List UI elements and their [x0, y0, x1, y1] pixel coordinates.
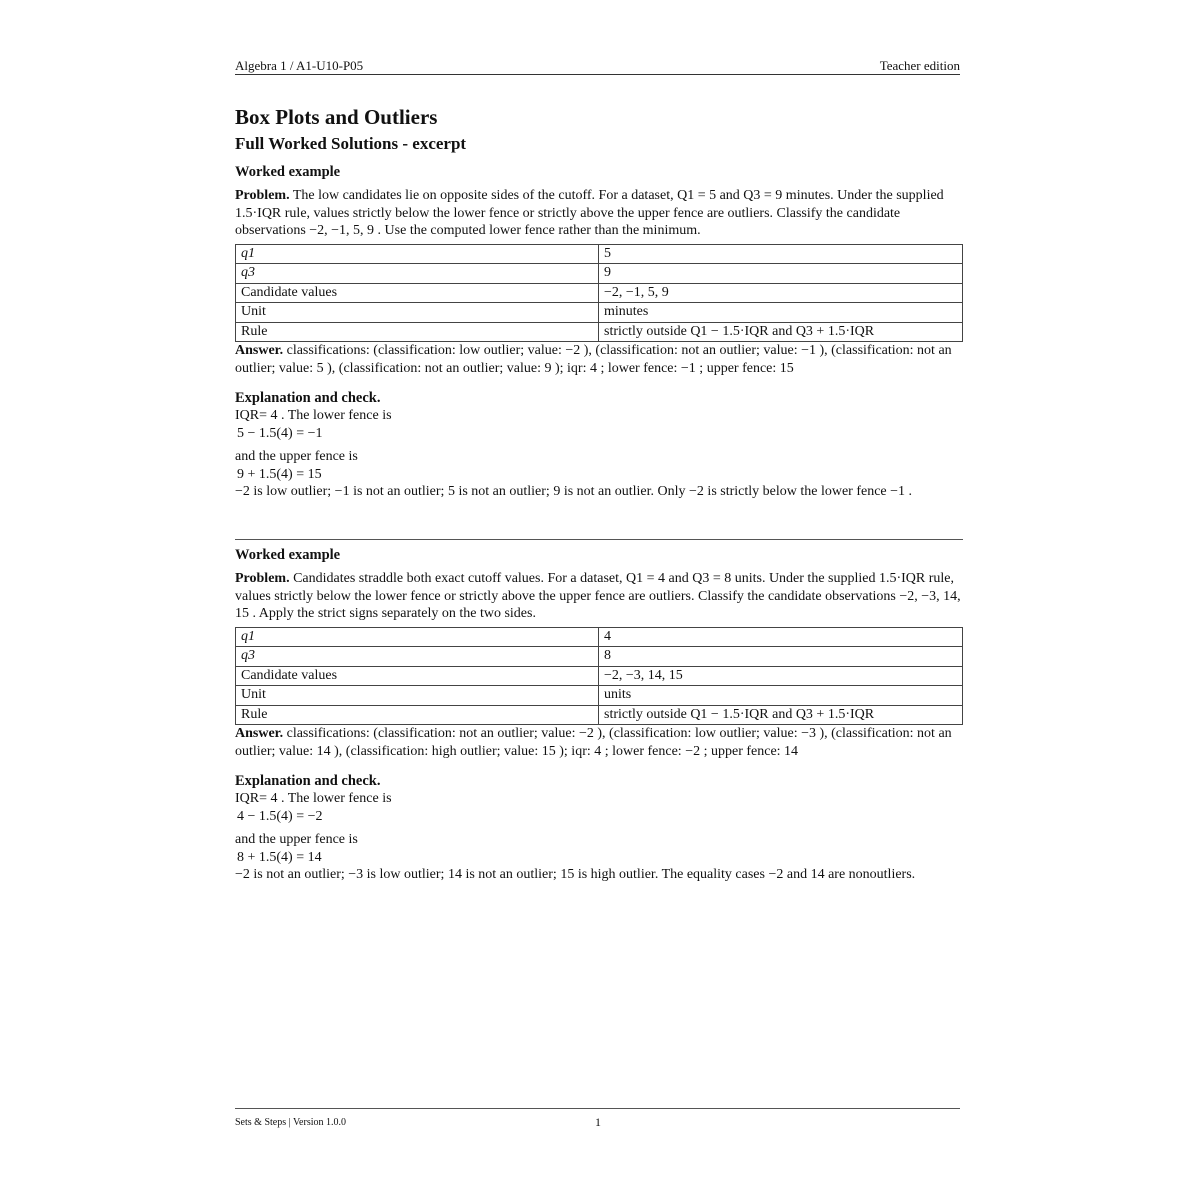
explanation-heading: Explanation and check.	[235, 390, 381, 406]
table-row	[236, 322, 963, 342]
worked-example-2	[235, 546, 965, 884]
table-value: minutes	[599, 303, 963, 323]
table-row	[236, 244, 963, 264]
explanation-heading: Explanation and check.	[235, 773, 381, 789]
header-edition-label: Teacher edition	[879, 58, 960, 73]
table-key: q1	[236, 244, 599, 264]
table-key: Candidate values	[236, 283, 599, 303]
answer-text: classifications: (classification: low outlier; value: −2 ), (classification: not an outlier; value: −1 ), (classification: not an outlier; value: 5 ), (classification: not an outlier; value: 9 ); iqr: 4 ; lower fence: −1 ; upper fence: 15	[235, 343, 952, 376]
page-number: 1	[595, 1115, 601, 1129]
table-row	[236, 705, 963, 725]
example-heading: Worked example	[235, 164, 341, 180]
table-key: Candidate values	[236, 666, 599, 686]
problem-label: Problem.	[235, 571, 290, 586]
table-row	[236, 647, 963, 667]
table-row	[236, 264, 963, 284]
section-divider	[235, 539, 963, 540]
table-key: Unit	[236, 303, 599, 323]
table-value: 8	[599, 647, 963, 667]
upper-fence-equation: 9 + 1.5(4) = 15	[237, 466, 322, 482]
header-course-label: Algebra 1 / A1-U10-P05	[235, 58, 364, 73]
upper-fence-intro: and the upper fence is	[235, 449, 358, 464]
table-value: strictly outside Q1 − 1.5·IQR and Q3 + 1.5·IQR	[599, 705, 963, 725]
table-row	[236, 627, 963, 647]
lower-fence-equation: 5 − 1.5(4) = −1	[237, 425, 323, 441]
problem-text: The low candidates lie on opposite sides of the cutoff. For a dataset, Q1 = 5 and Q3 = 9 minutes. Under the supplied 1.5·IQR rule, values strictly below the lower fence or strictly above the upper fence are outliers. Classify the candidate observations −2, −1, 5, 9 . Use the computed lower fence rather than the minimum.	[235, 188, 944, 238]
table-value: units	[599, 686, 963, 706]
footer-version-label: Sets & Steps | Version 1.0.0	[235, 1117, 346, 1128]
given-values-table	[235, 244, 963, 343]
iqr-line: IQR= 4 . The lower fence is	[235, 791, 392, 806]
table-value: −2, −3, 14, 15	[599, 666, 963, 686]
page-footer	[235, 1108, 960, 1129]
example-heading: Worked example	[235, 547, 341, 563]
problem-label: Problem.	[235, 188, 290, 203]
answer-text: classifications: (classification: not an outlier; value: −2 ), (classification: low outlier; value: −3 ), (classification: not an outlier; value: 14 ), (classification: high outlier; value: 15 ); iqr: 4 ; lower fence: −2 ; upper fence: 14	[235, 726, 952, 759]
table-key: q3	[236, 647, 599, 667]
upper-fence-equation: 8 + 1.5(4) = 14	[237, 849, 322, 865]
answer-paragraph	[235, 725, 965, 760]
answer-label: Answer.	[235, 726, 284, 741]
table-key: Rule	[236, 322, 599, 342]
answer-paragraph	[235, 342, 965, 377]
table-key: q3	[236, 264, 599, 284]
table-row	[236, 666, 963, 686]
table-value: 4	[599, 627, 963, 647]
table-row	[236, 303, 963, 323]
lower-fence-equation: 4 − 1.5(4) = −2	[237, 808, 323, 824]
problem-statement	[235, 570, 965, 623]
table-value: 5	[599, 244, 963, 264]
table-value: strictly outside Q1 − 1.5·IQR and Q3 + 1.5·IQR	[599, 322, 963, 342]
running-header	[235, 58, 960, 75]
table-row	[236, 686, 963, 706]
table-value: −2, −1, 5, 9	[599, 283, 963, 303]
problem-text: Candidates straddle both exact cutoff values. For a dataset, Q1 = 4 and Q3 = 8 units. Under the supplied 1.5·IQR rule, values strictly below the lower fence or strictly above the upper fence are outliers. Classify the candidate observations −2, −3, 14, 15 . Apply the strict signs separately on the two sides.	[235, 571, 961, 621]
table-key: Unit	[236, 686, 599, 706]
iqr-line: IQR= 4 . The lower fence is	[235, 408, 392, 423]
problem-statement	[235, 187, 965, 240]
conclusion-text: −2 is not an outlier; −3 is low outlier; 14 is not an outlier; 15 is high outlier. The equality cases −2 and 14 are nonoutliers.	[235, 867, 916, 882]
table-key: q1	[236, 627, 599, 647]
table-value: 9	[599, 264, 963, 284]
table-row	[236, 283, 963, 303]
page-subtitle: Full Worked Solutions - excerpt	[235, 134, 467, 153]
page-title: Box Plots and Outliers	[235, 105, 438, 129]
answer-label: Answer.	[235, 343, 284, 358]
upper-fence-intro: and the upper fence is	[235, 832, 358, 847]
conclusion-text: −2 is low outlier; −1 is not an outlier; 5 is not an outlier; 9 is not an outlier. Only −2 is strictly below the lower fence −1 .	[235, 484, 913, 499]
table-key: Rule	[236, 705, 599, 725]
worked-example-1	[235, 163, 965, 501]
given-values-table	[235, 627, 963, 726]
